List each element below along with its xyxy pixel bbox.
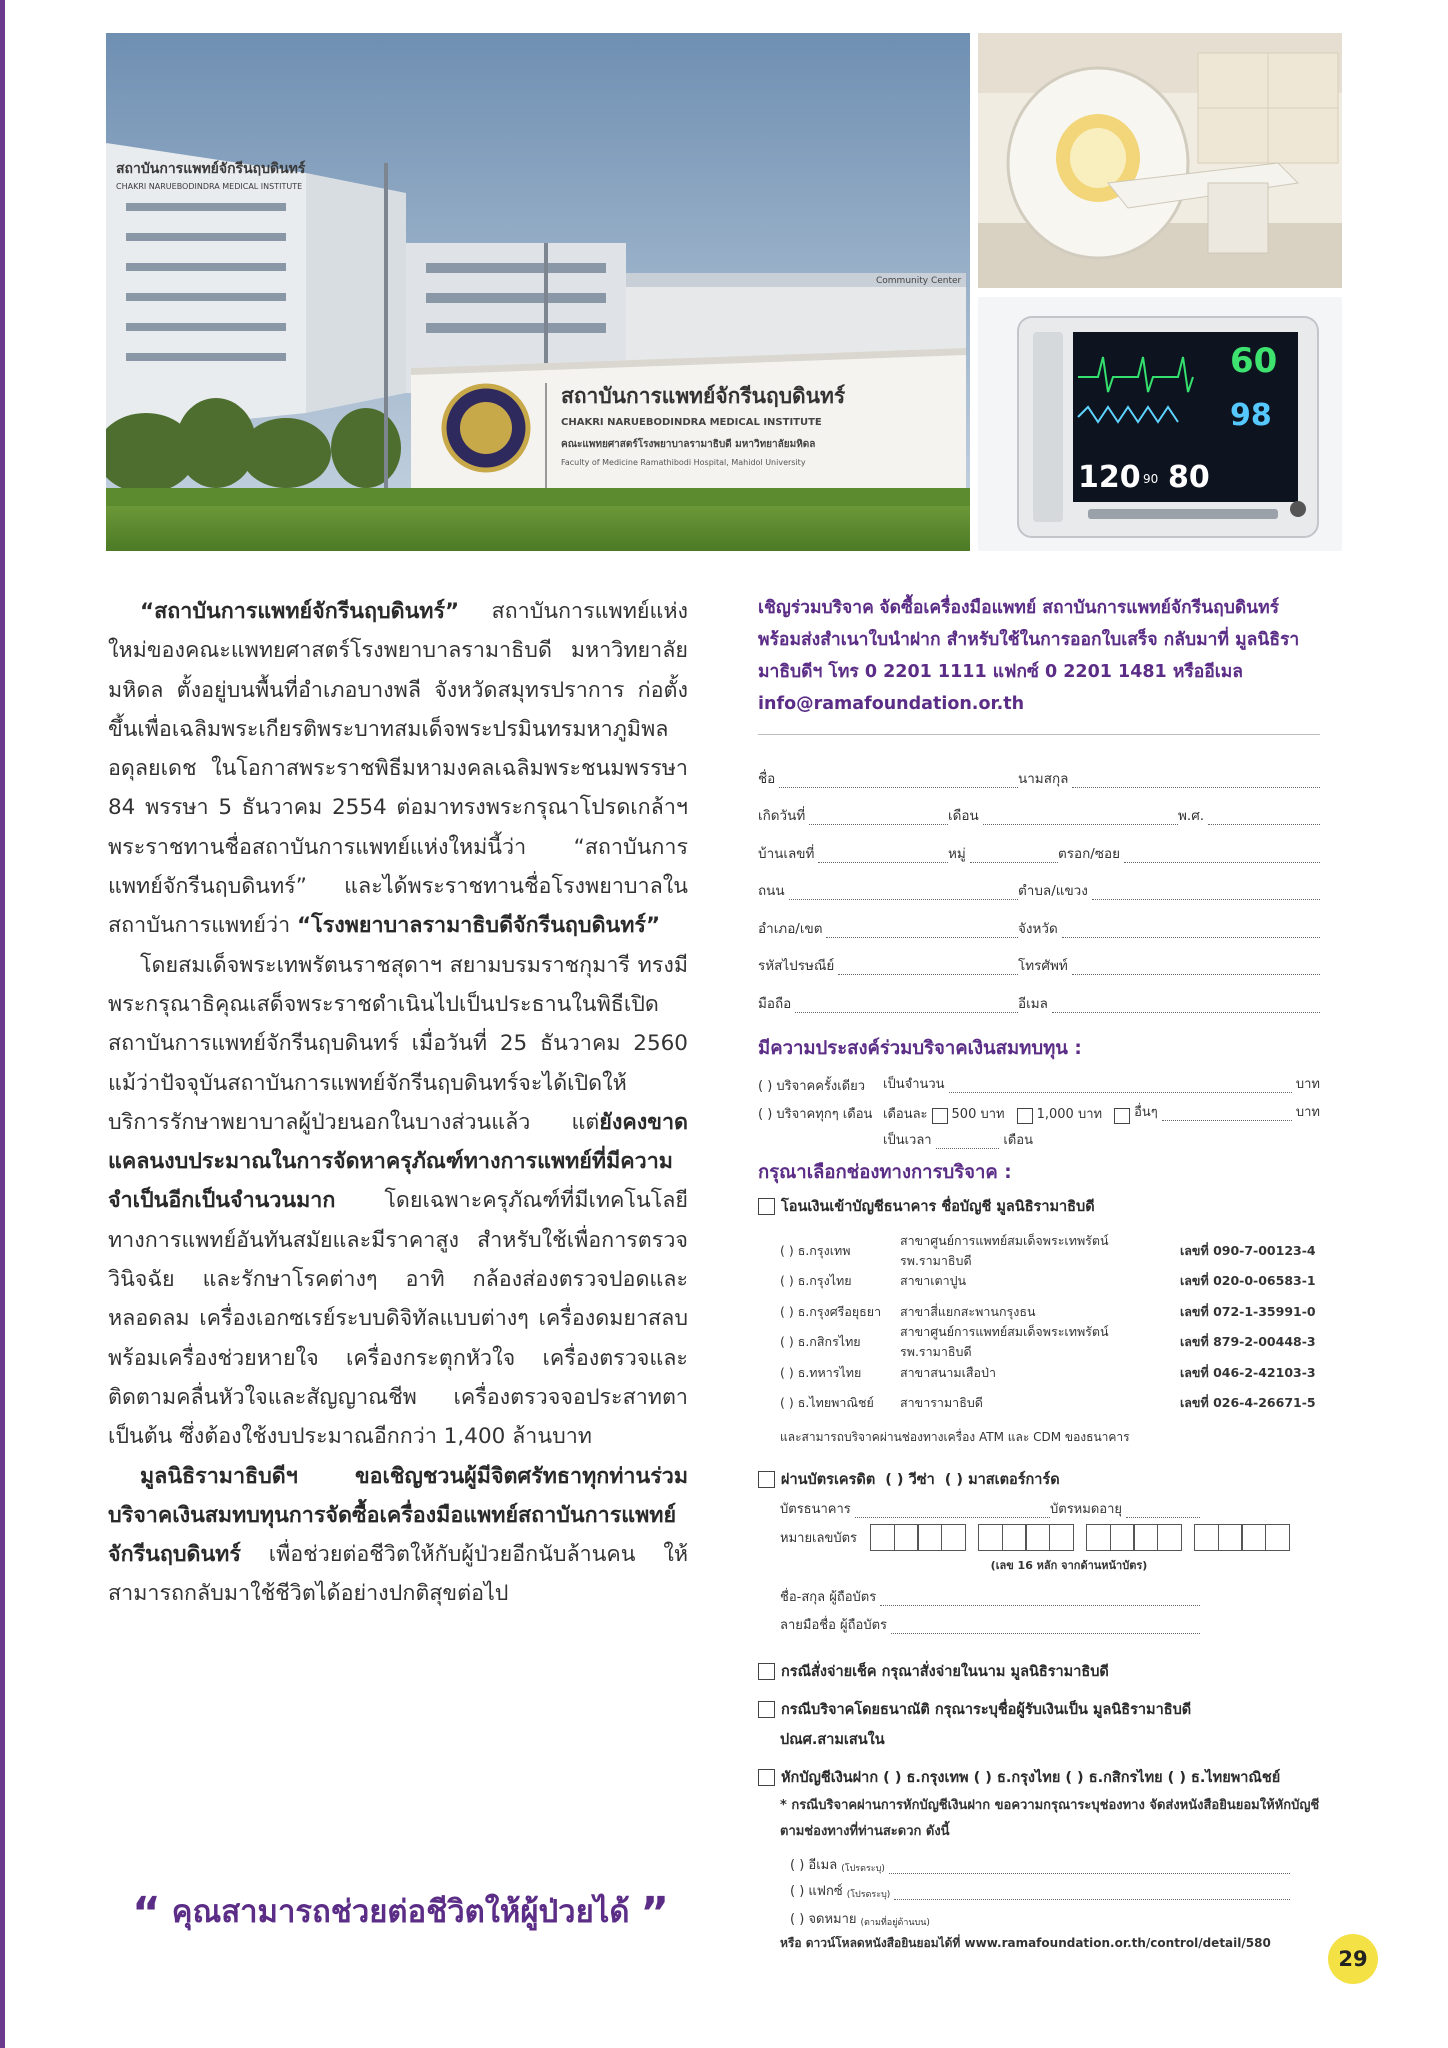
transfer-option[interactable]: โอนเงินเข้าบัญชีธนาคาร ชื่อบัญชี มูลนิธิรามาธิบดี [758, 1192, 1320, 1222]
article-paragraph-3: มูลนิธิรามาธิบดีฯ ขอเชิญชวนผู้มีจิตศรัทธาทุกท่านร่วมบริจาคเงินสมทบทุนการจัดซื้อเครื่องมือแพทย์สถาบันการแพทย์จักรีนฤบดินทร์ เพื่อช่วยต่อชีวิตให้กับผู้ป่วยอีกนับล้านคน ให้สามารถกลับมาใช้ชีวิตได้อย่างปกติสุขต่อไป [108, 1463, 688, 1607]
row-mobile [758, 978, 1320, 1016]
district-field[interactable]: อำเภอ/เขต [758, 917, 1018, 941]
bank-branch: สาขารามาธิบดี [900, 1395, 983, 1411]
deduct-option[interactable]: หักบัญชีเงินฝาก ( ) ธ.กรุงเทพ ( ) ธ.กรุงไทย ( ) ธ.กสิกรไทย ( ) ธ.ไทยพาณิชย์ [758, 1763, 1320, 1793]
house-no-field[interactable]: บ้านเลขที่ [758, 842, 948, 866]
board-faculty-en: Faculty of Medicine Ramathibodi Hospital, Mahidol University [561, 458, 806, 467]
row-name [758, 753, 1320, 791]
row-postcode [758, 941, 1320, 979]
row-monthly: ( ) บริจาคทุกๆ เดือน เดือนละ 500 บาท 1,000 บาท อื่นๆ บาท [758, 1096, 1320, 1124]
amount-field[interactable]: เป็นจำนวน บาท [883, 1076, 1320, 1092]
birth-year-field[interactable]: พ.ศ. [1178, 804, 1320, 828]
row-house [758, 828, 1320, 866]
ch-email-field[interactable]: ( ) อีเมล (โปรดระบุ) [790, 1854, 1290, 1877]
monitor-sys-value: 120 [1078, 460, 1141, 495]
row-ch-email [758, 1851, 1320, 1877]
row-holder-name [758, 1581, 1320, 1609]
bank-bank: ( ) ธ.กสิกรไทย [780, 1334, 861, 1350]
bank-bank: ( ) ธ.ทหารไทย [780, 1364, 862, 1380]
master-option[interactable]: ( ) มาสเตอร์การ์ด [944, 1472, 1060, 1488]
community-sign: Community Center [876, 276, 962, 286]
edge-accent-bar [0, 0, 5, 2048]
road-field[interactable]: ถนน [758, 879, 1018, 903]
article-paragraph-1: “สถาบันการแพทย์จักรีนฤบดินทร์” สถาบันการแพทย์แห่งใหม่ของคณะแพทยศาสตร์โรงพยาบาลรามาธิบดี มหาวิทยาลัยมหิดล ตั้งอยู่บนพื้นที่อำเภอบางพลี จังหวัดสมุทรปราการ ก่อตั้งขึ้นเพื่อเฉลิมพระเกียรติพระบาทสมเด็จพระปรมินทรมหาภูมิพลอดุลยเดช ในโอกาสพระราชพิธีมหามงคลเฉลิมพระชนมพรรษา 84 พรรษา 5 ธันวาคม 2554 ต่อมาทรงพระกรุณาโปรดเกล้าฯ พระราชทานชื่อสถาบันการแพทย์แห่งใหม่นี้ว่า “สถาบันการแพทย์จักรีนฤบดินทร์” และได้พระราชทานชื่อโรงพยาบาลในสถาบันการแพทย์ว่า “โรงพยาบาลรามาธิบดีจักรีนฤบดินทร์” [108, 599, 688, 939]
bank-list [758, 1232, 1320, 1419]
province-field[interactable]: จังหวัด [1018, 917, 1320, 941]
deduct-checkbox[interactable] [758, 1769, 775, 1786]
bank-bank: ( ) ธ.ไทยพาณิชย์ [780, 1395, 874, 1411]
surname-field[interactable]: นามสกุล [1018, 767, 1320, 791]
mri-scanner-photo [978, 33, 1342, 288]
soi-field[interactable]: ตรอก/ซอย [1058, 842, 1320, 866]
patient-monitor-photo [978, 297, 1342, 551]
pull-quote: “ คุณสามารถช่วยต่อชีวิตให้ผู้ป่วยได้ ” [132, 1888, 670, 1939]
bank-acct: เลขที่ 879-2-00448-3 [1180, 1334, 1316, 1350]
bank-branch: สาขาศูนย์การแพทย์สมเด็จพระเทพรัตน์ รพ.รามาธิบดี [900, 1324, 1109, 1360]
once-option[interactable]: ( ) บริจาคครั้งเดียว [758, 1078, 866, 1094]
board-title-th: สถาบันการแพทย์จักรีนฤบดินทร์ [561, 384, 846, 408]
postcode-field[interactable]: รหัสไปรษณีย์ [758, 954, 1018, 978]
row-road [758, 866, 1320, 904]
other-amount-field[interactable]: อื่นๆ บาท [1134, 1104, 1320, 1120]
bank-acct: เลขที่ 026-4-26671-5 [1180, 1395, 1316, 1411]
holder-name-field[interactable]: ชื่อ-สกุล ผู้ถือบัตร [780, 1586, 1200, 1609]
pull-quote-text: คุณสามารถช่วยต่อชีวิตให้ผู้ป่วยได้ [171, 1894, 630, 1930]
bank-row[interactable] [758, 1388, 1320, 1419]
phone-field[interactable]: โทรศัพท์ [1018, 954, 1320, 978]
row-ch-post: ( ) จดหมาย (ตามที่อยู่ด้านบน) [790, 1911, 930, 1928]
credit-checkbox[interactable] [758, 1471, 775, 1488]
row-card-number: หมายเลขบัตร [758, 1521, 1320, 1555]
card-number-input[interactable] [870, 1524, 1288, 1551]
building-sign-th: สถาบันการแพทย์จักรีนฤบดินทร์ [116, 161, 306, 177]
transfer-checkbox[interactable] [758, 1198, 775, 1215]
row-duration [758, 1124, 1320, 1152]
row-birth [758, 791, 1320, 829]
hospital-building-photo [106, 33, 970, 551]
monthly-option[interactable]: ( ) บริจาคทุกๆ เดือน [758, 1106, 873, 1122]
bank-row[interactable] [758, 1232, 1320, 1268]
bank-acct: เลขที่ 020-0-06583-1 [1180, 1273, 1316, 1289]
purpose-heading: มีความประสงค์ร่วมบริจาคเงินสมทบทุน : [758, 1037, 1082, 1059]
atm-note: และสามารถบริจาคผ่านช่องทางเครื่อง ATM และ CDM ของธนาคาร [780, 1429, 1130, 1444]
deduct-note: * กรณีบริจาคผ่านการหักบัญชีเงินฝาก ขอความกรุณาระบุช่องทาง จัดส่งหนังสือยินยอมให้หักบัญชี ตามช่องทางที่ท่านสะดวก ดังนี้ [780, 1797, 1320, 1839]
bank-branch: สาขาสี่แยกสะพานกรุงธน [900, 1303, 1036, 1319]
cheque-checkbox[interactable] [758, 1663, 775, 1680]
row-district [758, 903, 1320, 941]
article-paragraph-2: โดยสมเด็จพระเทพรัตนราชสุดาฯ สยามบรมราชกุมารี ทรงมีพระกรุณาธิคุณเสด็จพระราชดำเนินไปเป็นประธานในพิธีเปิดสถาบันการแพทย์จักรีนฤบดินทร์ เมื่อวันที่ 25 ธันวาคม 2560 แม้ว่าปัจจุบันสถาบันการแพทย์จักรีนฤบดินทร์จะได้เปิดให้บริการรักษาพยาบาลผู้ป่วยนอกในบางส่วนแล้ว แต่ยังคงขาดแคลนงบประมาณในการจัดหาครุภัณฑ์ทางการแพทย์ที่มีความจำเป็นอีกเป็นจำนวนมาก โดยเฉพาะครุภัณฑ์ที่มีเทคโนโลยีทางการแพทย์อันทันสมัยและมีราคาสูง สำหรับใช้เพื่อการตรวจ วินิจฉัย และรักษาโรคต่างๆ อาทิ กล้องส่องตรวจปอดและหลอดลม เครื่องเอกซเรย์ระบบดิจิทัลแบบต่างๆ เครื่องดมยาสลบพร้อมเครื่องช่วยหายใจ เครื่องกระตุกหัวใจ เครื่องตรวจและติดตามคลื่นหัวใจและสัญญาณชีพ เครื่องตรวจจอประสาทตา เป็นต้น ซึ่งต้องใช้งบประมาณอีกกว่า 1,400 ล้านบาท [108, 952, 688, 1450]
bank-acct: เลขที่ 046-2-42103-3 [1180, 1364, 1316, 1380]
cheque-option[interactable]: กรณีสั่งจ่ายเช็ค กรุณาสั่งจ่ายในนาม มูลนิธิรามาธิบดี [758, 1657, 1320, 1687]
bank-branch: สาขาเตาปูน [900, 1273, 967, 1289]
monitor-sep-value: 90 [1143, 472, 1159, 486]
monitor-hr-value: 60 [1230, 341, 1278, 381]
article-text [108, 592, 688, 1614]
board-faculty-th: คณะแพทยศาสตร์โรงพยาบาลรามาธิบดี มหาวิทยาลัยมหิดล [561, 439, 816, 450]
birth-month-field[interactable]: เดือน [948, 804, 1178, 828]
bank-branch: สาขาศูนย์การแพทย์สมเด็จพระเทพรัตน์ รพ.รามาธิบดี [900, 1232, 1109, 1268]
card-note: (เลข 16 หลัก จากด้านหน้าบัตร) [990, 1558, 1148, 1572]
article-title: “สถาบันการแพทย์จักรีนฤบดินทร์” [140, 599, 460, 624]
money-order-checkbox[interactable] [758, 1701, 775, 1718]
holder-sign-field[interactable]: ลายมือชื่อ ผู้ถือบัตร [780, 1614, 1200, 1637]
card-expiry-field[interactable]: บัตรหมดอายุ [1050, 1498, 1200, 1521]
hospital-name: “โรงพยาบาลรามาธิบดีจักรีนฤบดินทร์” [296, 913, 661, 939]
row-card-bank [758, 1495, 1320, 1521]
row-ch-fax [758, 1877, 1320, 1903]
download-note: หรือ ดาวน์โหลดหนังสือยินยอมได้ที่ www.ramafoundation.or.th/control/detail/580 [780, 1935, 1271, 1950]
page-number: 29 [1328, 1934, 1378, 1984]
channel-heading: กรุณาเลือกช่องทางการบริจาค : [758, 1161, 1012, 1183]
form-intro: เชิญร่วมบริจาค จัดซื้อเครื่องมือแพทย์ สถาบันการแพทย์จักรีนฤบดินทร์ พร้อมส่งสำเนาใบนำฝาก สำหรับใช้ในการออกใบเสร็จ กลับมาที่ มูลนิธิรามาธิบดีฯ โทร 0 2201 1111 แฟกซ์ 0 2201 1481 หรืออีเมล info@ramafoundation.or.th [758, 598, 1300, 714]
birth-day-field[interactable]: เกิดวันที่ [758, 804, 948, 828]
email-field[interactable]: อีเมล [1018, 992, 1320, 1016]
form-divider [758, 734, 1320, 735]
name-field[interactable]: ชื่อ [758, 767, 1018, 791]
bank-acct: เลขที่ 090-7-00123-4 [1180, 1242, 1316, 1258]
money-order-post: ปณศ.สามเสนใน [780, 1732, 885, 1748]
bank-bank: ( ) ธ.กรุงไทย [780, 1273, 852, 1289]
bank-bank: ( ) ธ.กรุงเทพ [780, 1242, 851, 1258]
bank-row[interactable] [758, 1358, 1320, 1389]
bank-row[interactable] [758, 1266, 1320, 1297]
credit-option[interactable]: ผ่านบัตรเครดิต ( ) วีซ่า ( ) มาสเตอร์การ์ด [758, 1465, 1320, 1495]
mobile-field[interactable]: มือถือ [758, 992, 1018, 1016]
bank-acct: เลขที่ 072-1-35991-0 [1180, 1303, 1316, 1319]
monitor-spo2-value: 98 [1230, 398, 1272, 433]
monitor-dia-value: 80 [1168, 460, 1210, 495]
opt-500-checkbox[interactable] [932, 1108, 948, 1124]
row-holder-sign [758, 1609, 1320, 1637]
board-title-en: CHAKRI NARUEBODINDRA MEDICAL INSTITUTE [561, 417, 822, 428]
bank-bank: ( ) ธ.กรุงศรีอยุธยา [780, 1303, 882, 1319]
duration-field[interactable]: เป็นเวลา เดือน [883, 1132, 1033, 1148]
opt-1000-checkbox[interactable] [1017, 1108, 1033, 1124]
row-once [758, 1068, 1320, 1096]
ch-fax-field[interactable]: ( ) แฟกซ์ (โปรดระบุ) [790, 1880, 1290, 1903]
opt-other-checkbox[interactable] [1114, 1108, 1130, 1124]
subdistrict-field[interactable]: ตำบล/แขวง [1018, 879, 1320, 903]
donation-form [758, 592, 1320, 1953]
visa-option[interactable]: ( ) วีซ่า [885, 1472, 935, 1488]
moo-field[interactable]: หมู่ [948, 842, 1058, 866]
building-sign-en: CHAKRI NARUEBODINDRA MEDICAL INSTITUTE [116, 182, 303, 191]
bank-branch: สาขาสนามเสือป่า [900, 1364, 997, 1380]
bank-row[interactable] [758, 1324, 1320, 1360]
card-bank-field[interactable]: บัตรธนาคาร [780, 1498, 1050, 1521]
money-order-option[interactable]: กรณีบริจาคโดยธนาณัติ กรุณาระบุชื่อผู้รับเงินเป็น มูลนิธิรามาธิบดี [758, 1695, 1320, 1725]
